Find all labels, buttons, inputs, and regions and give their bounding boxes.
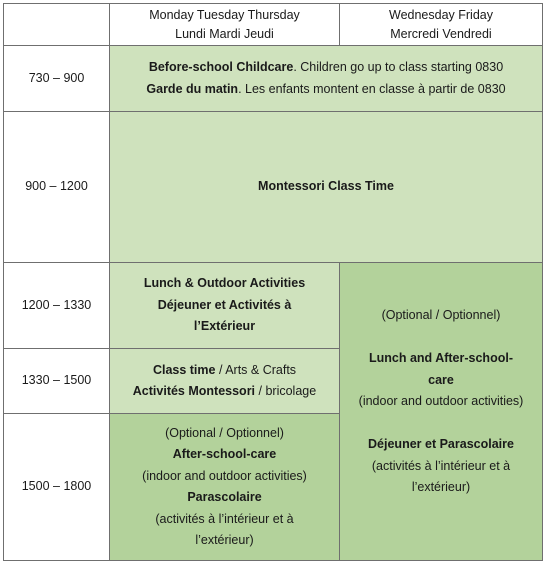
afternoon-class-en: Class time / Arts & Crafts bbox=[152, 362, 297, 377]
time-slot-900-1200 bbox=[3, 111, 110, 263]
before-school-fr: Garde du matin. Les enfants montent en classe à partir de 0830 bbox=[146, 81, 506, 96]
afternoon-class-cell bbox=[109, 348, 340, 414]
before-school-en: Before-school Childcare. Children go up to class starting 0830 bbox=[148, 60, 504, 74]
lunch-line-2: Déjeuner et Activités à bbox=[157, 297, 292, 312]
wf-en-title-2: care bbox=[428, 372, 454, 387]
after-school-en-detail: (indoor and outdoor activities) bbox=[142, 468, 307, 483]
time-slot-1330-1500 bbox=[3, 348, 110, 414]
time-label: 730 – 900 bbox=[28, 70, 85, 85]
time-label: 900 – 1200 bbox=[25, 179, 88, 194]
header-mon-tue-thu bbox=[109, 3, 340, 46]
optional-label: (Optional / Optionnel) bbox=[165, 425, 284, 440]
header-wed-fri bbox=[339, 3, 543, 46]
header-col1-fr: Lundi Mardi Jeudi bbox=[175, 26, 274, 41]
wf-fr-detail-2: l’extérieur) bbox=[411, 480, 471, 494]
wf-fr-title: Déjeuner et Parascolaire bbox=[368, 437, 514, 451]
time-slot-1200-1330 bbox=[3, 262, 110, 349]
header-empty-cell bbox=[3, 3, 110, 46]
optional-label: (Optional / Optionnel) bbox=[381, 308, 501, 322]
lunch-line-1: Lunch & Outdoor Activities bbox=[143, 276, 306, 291]
class-time-label: Montessori Class Time bbox=[258, 179, 394, 194]
after-school-fr-detail-2: l’extérieur) bbox=[195, 533, 254, 547]
after-school-en-title: After-school-care bbox=[172, 447, 277, 461]
after-school-fr-detail-1: (activités à l’intérieur et à bbox=[155, 511, 294, 526]
wf-en-title-1: Lunch and After-school- bbox=[369, 351, 513, 365]
afternoon-class-fr: Activités Montessori / bricolage bbox=[132, 384, 317, 398]
time-label: 1200 – 1330 bbox=[21, 297, 92, 312]
header-col2-fr: Mercredi Vendredi bbox=[390, 26, 492, 41]
header-col2-en: Wednesday Friday bbox=[389, 7, 493, 22]
montessori-class-time-cell bbox=[109, 111, 543, 263]
lunch-outdoor-cell bbox=[109, 262, 340, 349]
wf-fr-detail-1: (activités à l’intérieur et à bbox=[371, 458, 511, 473]
time-slot-1500-1800 bbox=[3, 413, 110, 561]
lunch-line-3: l’Extérieur bbox=[193, 319, 256, 334]
time-slot-730-900 bbox=[3, 45, 110, 112]
wf-en-detail: (indoor and outdoor activities) bbox=[358, 394, 524, 408]
after-school-fr-title: Parascolaire bbox=[187, 490, 262, 504]
time-label: 1500 – 1800 bbox=[21, 479, 92, 494]
schedule-table bbox=[3, 3, 543, 561]
header-col1-en: Monday Tuesday Thursday bbox=[149, 7, 300, 22]
wed-fri-lunch-after-school-cell bbox=[339, 262, 543, 561]
after-school-care-cell bbox=[109, 413, 340, 561]
time-label: 1330 – 1500 bbox=[21, 373, 92, 388]
before-school-childcare-cell bbox=[109, 45, 543, 112]
